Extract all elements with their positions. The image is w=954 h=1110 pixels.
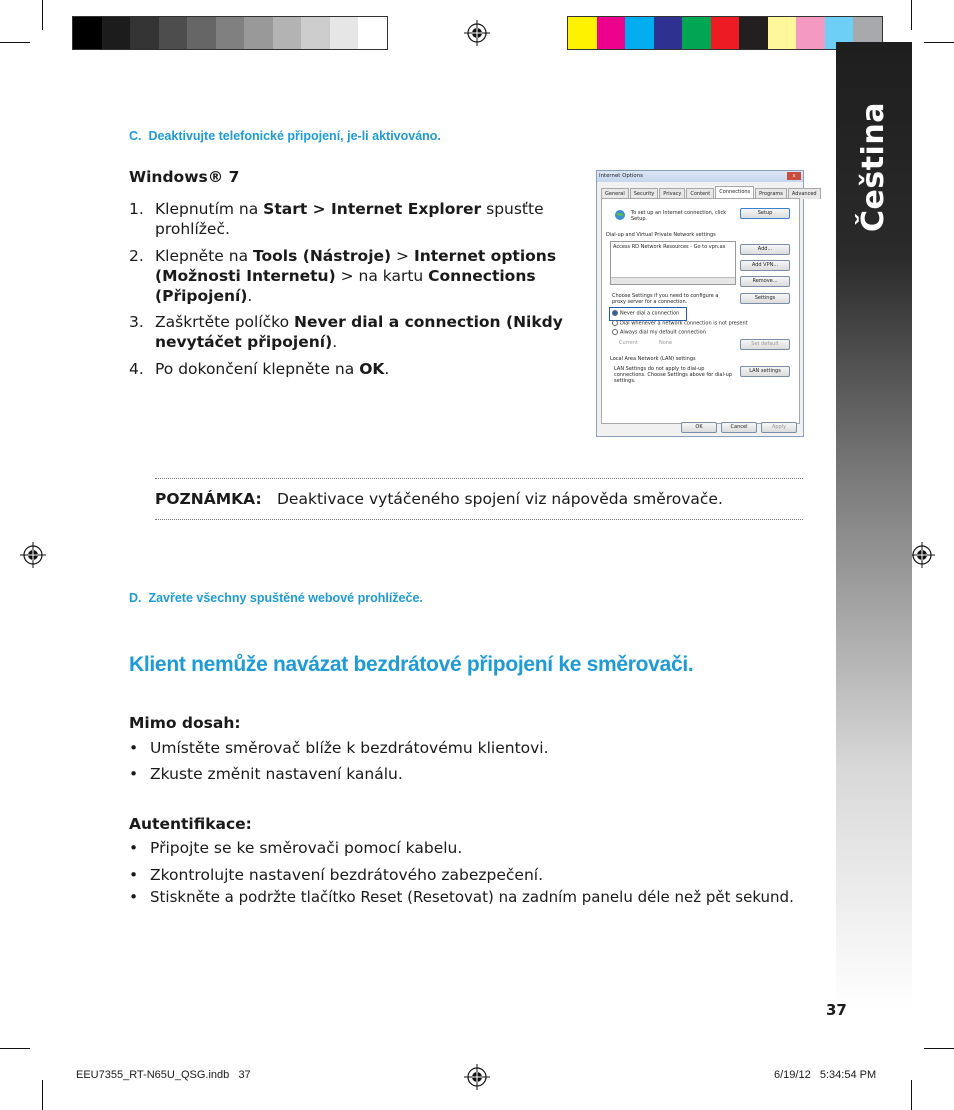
step-d-label: D. bbox=[129, 591, 142, 605]
color-swatch bbox=[739, 17, 768, 49]
gray-swatch bbox=[130, 17, 159, 49]
footer-file: EEU7355_RT-N65U_QSG.indb 37 bbox=[76, 1069, 251, 1081]
add-button[interactable]: Add... bbox=[740, 244, 790, 255]
tab-connections[interactable]: Connections bbox=[715, 186, 754, 199]
step-number: 2. bbox=[129, 247, 144, 265]
vpn-entry[interactable]: Access RD Network Resources - Go to vpn.as bbox=[613, 244, 726, 250]
note-label: POZNÁMKA: bbox=[155, 490, 262, 508]
step-text: > na kartu bbox=[335, 267, 429, 285]
gray-swatch bbox=[273, 17, 302, 49]
cancel-button[interactable]: Cancel bbox=[721, 422, 757, 433]
authentication-title: Autentifikace: bbox=[129, 815, 252, 833]
close-icon[interactable]: x bbox=[787, 172, 801, 180]
vpn-list[interactable] bbox=[610, 241, 736, 285]
dialog-title: Internet Options bbox=[599, 173, 643, 179]
radio-icon[interactable] bbox=[612, 320, 618, 326]
grayscale-calibration-bar bbox=[72, 16, 388, 50]
bullet-icon: • bbox=[129, 866, 139, 884]
vpn-group-label: Dial-up and Virtual Private Network settings bbox=[606, 232, 716, 238]
step-text: > bbox=[391, 247, 414, 265]
step-bold: Tools (Nástroje) bbox=[253, 247, 392, 265]
proxy-text: Choose Settings if you need to configure a proxy server for a connection. bbox=[612, 293, 719, 305]
sidebar-language-title: Čeština bbox=[856, 102, 891, 232]
radio-icon[interactable] bbox=[612, 329, 618, 335]
gray-swatch bbox=[187, 17, 216, 49]
radio-label: Always dial my default connection bbox=[620, 329, 706, 336]
registration-mark-icon bbox=[909, 542, 935, 568]
connections-panel bbox=[601, 198, 800, 424]
out-of-range-title: Mimo dosah: bbox=[129, 714, 241, 732]
crop-mark bbox=[42, 1080, 43, 1110]
remove-button[interactable]: Remove... bbox=[740, 276, 790, 287]
step-bold: nevytáčet připojení) bbox=[155, 333, 333, 351]
step-text: Klepnutím na bbox=[155, 200, 264, 218]
bullet-icon: • bbox=[129, 739, 139, 757]
bullet-icon: • bbox=[129, 888, 139, 906]
note-text: Deaktivace vytáčeného spojení viz nápověda směrovače. bbox=[277, 490, 723, 508]
step-d bbox=[129, 591, 423, 605]
step-c-text: Deaktivujte telefonické připojení, je-li aktivováno. bbox=[148, 129, 441, 143]
current-value: None bbox=[659, 340, 673, 346]
gray-swatch bbox=[330, 17, 359, 49]
color-swatch bbox=[654, 17, 683, 49]
list-item: Zkontrolujte nastavení bezdrátového zabezpečení. bbox=[150, 866, 544, 884]
step-text: . bbox=[384, 360, 390, 378]
horizontal-scrollbar[interactable] bbox=[611, 277, 735, 284]
registration-mark-icon bbox=[464, 20, 490, 46]
internet-options-dialog bbox=[596, 170, 817, 437]
gray-swatch bbox=[358, 17, 387, 49]
gray-swatch bbox=[73, 17, 102, 49]
apply-button[interactable]: Apply bbox=[761, 422, 797, 433]
note-bottom-border bbox=[155, 519, 803, 520]
list-item: Zkuste změnit nastavení kanálu. bbox=[150, 765, 403, 783]
step-c-label: C. bbox=[129, 129, 142, 143]
radio-always-dial[interactable] bbox=[612, 329, 706, 336]
radio-label: Dial whenever a network connection is not present bbox=[620, 320, 748, 327]
bullet-icon: • bbox=[129, 765, 139, 783]
step-d-text: Zavřete všechny spuštěné webové prohlížeče. bbox=[148, 591, 423, 605]
step-c bbox=[129, 129, 441, 143]
crop-mark bbox=[0, 42, 30, 43]
tab-advanced[interactable]: Advanced bbox=[788, 188, 821, 199]
list-item: Připojte se ke směrovači pomocí kabelu. bbox=[150, 839, 463, 857]
dialog-titlebar bbox=[597, 171, 803, 182]
color-swatch bbox=[625, 17, 654, 49]
radio-never-dial[interactable] bbox=[612, 310, 679, 317]
color-swatch bbox=[796, 17, 825, 49]
crop-mark bbox=[0, 1048, 30, 1049]
footer-date: 6/19/12 5:34:54 PM bbox=[774, 1069, 877, 1081]
gray-swatch bbox=[301, 17, 330, 49]
tab-privacy[interactable]: Privacy bbox=[659, 188, 685, 199]
color-swatch bbox=[768, 17, 797, 49]
step-text: prohlížeč. bbox=[155, 220, 230, 238]
list-item: Stiskněte a podržte tlačítko Reset (Resetovat) na zadním panelu déle než pět sekund. bbox=[150, 888, 794, 906]
lan-group-label: Local Area Network (LAN) settings bbox=[610, 356, 696, 362]
section-heading: Klient nemůže navázat bezdrátové připojení ke směrovači. bbox=[129, 653, 694, 676]
step-number: 4. bbox=[129, 360, 144, 378]
add-vpn-button[interactable]: Add VPN... bbox=[740, 260, 790, 271]
note bbox=[155, 489, 723, 509]
note-top-border bbox=[155, 478, 803, 479]
step-text: spusťte bbox=[481, 200, 544, 218]
step-text: Po dokončení klepněte na bbox=[155, 360, 360, 378]
gray-swatch bbox=[244, 17, 273, 49]
step-bold: Start > Internet Explorer bbox=[263, 200, 482, 218]
step-bold: Internet options bbox=[413, 247, 557, 265]
gray-swatch bbox=[102, 17, 131, 49]
color-swatch bbox=[682, 17, 711, 49]
color-swatch bbox=[711, 17, 740, 49]
step-bold: OK bbox=[359, 360, 385, 378]
bullet-icon: • bbox=[129, 839, 139, 857]
current-label: Current bbox=[619, 340, 638, 346]
crop-mark bbox=[924, 1048, 954, 1049]
step-bold: (Možnosti Internetu) bbox=[155, 267, 336, 285]
crop-mark bbox=[924, 42, 954, 43]
registration-mark-icon bbox=[464, 1064, 490, 1090]
radio-icon[interactable] bbox=[612, 310, 618, 316]
page-number: 37 bbox=[826, 1001, 847, 1019]
crop-mark bbox=[911, 1080, 912, 1110]
settings-button[interactable]: Settings bbox=[740, 293, 790, 304]
lan-text: LAN Settings do not apply to dial-up connections. Choose Settings above for dial-up settings. bbox=[614, 366, 733, 384]
gray-swatch bbox=[159, 17, 188, 49]
color-swatch bbox=[597, 17, 626, 49]
crop-mark bbox=[911, 0, 912, 30]
set-default-button[interactable]: Set default bbox=[740, 339, 790, 350]
setup-text: To set up an Internet connection, click Setup. bbox=[631, 210, 727, 222]
radio-label: Never dial a connection bbox=[620, 310, 680, 317]
tab-security[interactable]: Security bbox=[630, 188, 659, 199]
step-text: Zaškrtěte políčko bbox=[155, 313, 294, 331]
step-number: 3. bbox=[129, 313, 144, 331]
registration-mark-icon bbox=[20, 542, 46, 568]
ok-button[interactable]: OK bbox=[681, 422, 717, 433]
globe-icon bbox=[614, 209, 626, 221]
step-bold: (Připojení) bbox=[155, 287, 248, 305]
gray-swatch bbox=[216, 17, 245, 49]
radio-dial-whenever[interactable] bbox=[612, 320, 748, 327]
step-text: Klepněte na bbox=[155, 247, 253, 265]
tab-content[interactable]: Content bbox=[686, 188, 714, 199]
step-bold: Connections bbox=[428, 267, 536, 285]
list-item: Umístěte směrovač blíže k bezdrátovému klientovi. bbox=[150, 739, 549, 757]
tab-programs[interactable]: Programs bbox=[755, 188, 787, 199]
step-bold: Never dial a connection (Nikdy bbox=[294, 313, 563, 331]
step-number: 1. bbox=[129, 200, 144, 218]
windows-heading: Windows® 7 bbox=[129, 168, 240, 186]
crop-mark bbox=[42, 0, 43, 30]
step-text: . bbox=[247, 287, 253, 305]
color-swatch bbox=[568, 17, 597, 49]
setup-button[interactable]: Setup bbox=[740, 208, 790, 219]
step-text: . bbox=[332, 333, 338, 351]
lan-settings-button[interactable]: LAN settings bbox=[740, 366, 790, 377]
tab-general[interactable]: General bbox=[601, 188, 629, 199]
